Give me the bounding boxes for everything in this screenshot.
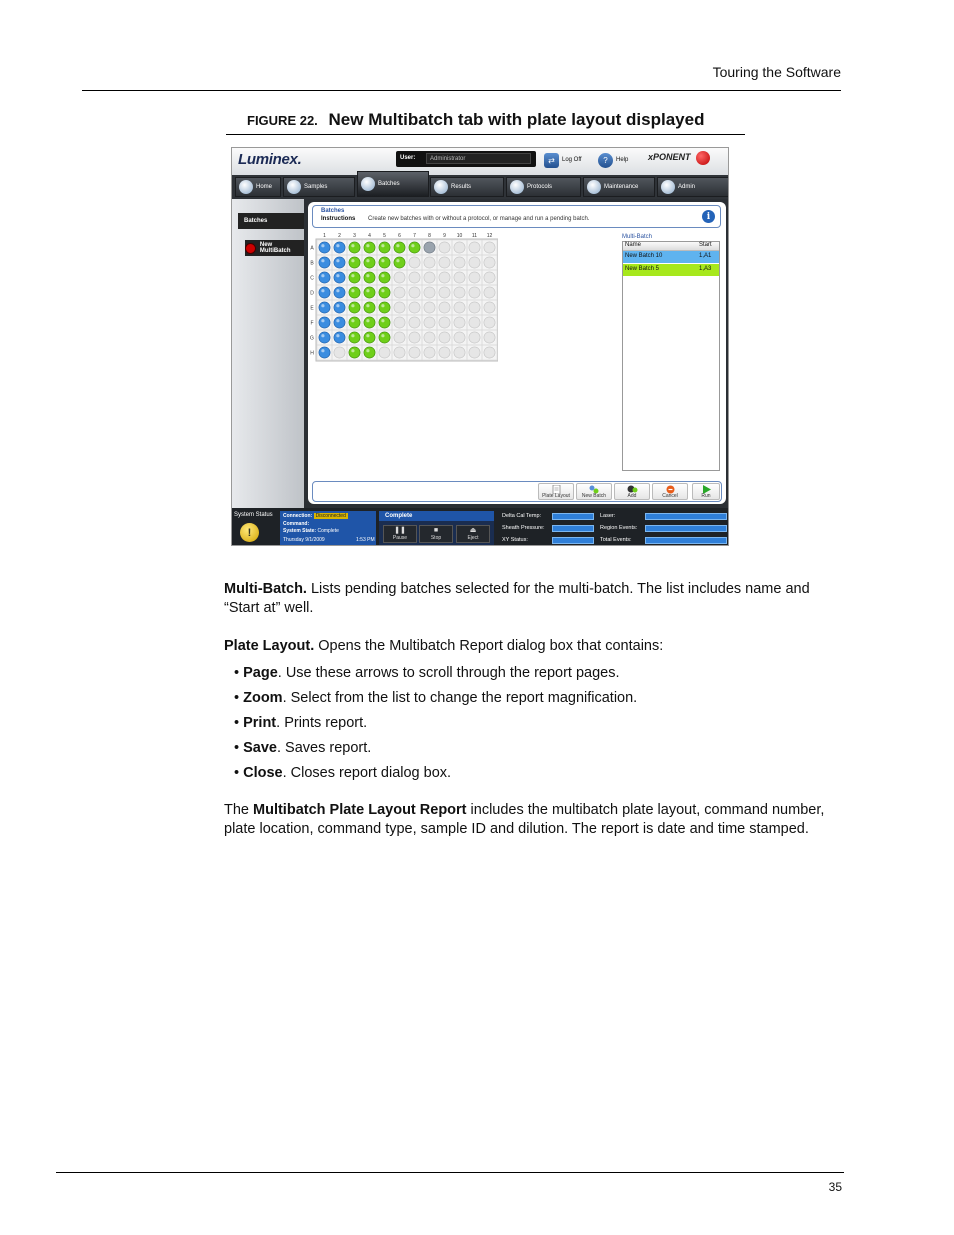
samples-icon: [287, 180, 301, 194]
plate-column-label: 9: [443, 233, 446, 239]
plate-well[interactable]: [424, 302, 435, 313]
plate-well[interactable]: [379, 242, 390, 253]
eject-label: Eject: [467, 535, 479, 541]
plate-column-label: 1: [323, 233, 326, 239]
well-highlight: [351, 319, 354, 322]
user-label: User:: [400, 155, 416, 161]
software-screenshot: [231, 147, 729, 546]
active-dot-icon: [245, 243, 256, 254]
plate-well[interactable]: [439, 287, 450, 298]
well-highlight: [321, 319, 324, 322]
system-state-label: System State:: [283, 528, 317, 534]
plate-column-label: 11: [471, 233, 478, 239]
term-plate-layout: Plate Layout.: [224, 638, 315, 654]
plate-well[interactable]: [334, 332, 345, 343]
sheath-pressure-label: Sheath Pressure:: [502, 525, 545, 531]
plate-well[interactable]: [484, 287, 495, 298]
figure-caption: [247, 110, 704, 130]
system-state-value: Complete: [317, 528, 339, 534]
tab-results[interactable]: [430, 177, 504, 197]
nav-batches[interactable]: Batches: [238, 213, 304, 229]
header-rule: [82, 90, 841, 91]
plate-well[interactable]: [439, 302, 450, 313]
well-highlight: [336, 304, 339, 307]
eject-icon: ⏏: [469, 527, 477, 534]
plate-well[interactable]: [394, 272, 405, 283]
plate-well[interactable]: [364, 242, 375, 253]
plate-well[interactable]: [394, 257, 405, 268]
plate-well[interactable]: [394, 347, 405, 358]
plate-well[interactable]: [454, 242, 465, 253]
plate-well[interactable]: [409, 347, 420, 358]
plate-well[interactable]: [424, 317, 435, 328]
tab-bar: [232, 175, 729, 199]
plate-well[interactable]: [364, 317, 375, 328]
plate-well[interactable]: [349, 242, 360, 253]
page-number: 35: [828, 1180, 842, 1194]
tab-label: Home: [256, 184, 273, 190]
well-highlight: [396, 259, 399, 262]
main-area: [304, 199, 729, 508]
user-value: Administrator: [426, 153, 531, 164]
warning-icon[interactable]: !: [240, 523, 259, 542]
bullet-term: Save: [243, 740, 277, 756]
bullet-term: Print: [243, 715, 277, 731]
tab-home[interactable]: [235, 177, 281, 197]
plate-well[interactable]: [439, 317, 450, 328]
well-highlight: [381, 319, 384, 322]
bullet-item: • Print. Prints report.: [234, 715, 368, 731]
figure-rule: [226, 134, 745, 135]
bullet-text: . Saves report.: [276, 740, 372, 756]
plate-well[interactable]: [454, 347, 465, 358]
well-highlight: [366, 244, 369, 247]
status-date: Thursday 9/1/2009: [283, 537, 325, 543]
well-highlight: [351, 244, 354, 247]
plate-well[interactable]: [319, 317, 330, 328]
logoff-label: Log Off: [562, 157, 582, 163]
plate-well[interactable]: [364, 302, 375, 313]
well-highlight: [321, 289, 324, 292]
plate-row-label: C: [310, 275, 314, 282]
laser-bar: [645, 513, 727, 520]
plate-column-label: 12: [486, 233, 493, 239]
plate-well[interactable]: [379, 272, 390, 283]
plate-row-label: F: [310, 320, 314, 327]
well-highlight: [381, 274, 384, 277]
plate-well[interactable]: [469, 317, 480, 328]
plate-well[interactable]: [349, 272, 360, 283]
help-icon: ?: [598, 153, 613, 168]
new-batch-button[interactable]: [576, 483, 612, 500]
paragraph-report: [224, 801, 849, 839]
bullet-term: Page: [243, 665, 278, 681]
plate-well[interactable]: [319, 302, 330, 313]
stop-icon: ■: [433, 527, 439, 534]
col-start-header: Start: [699, 242, 712, 248]
plate-well[interactable]: [364, 347, 375, 358]
plate-well[interactable]: [469, 242, 480, 253]
plate-well[interactable]: [364, 272, 375, 283]
term-multibatch: Multi-Batch.: [224, 581, 307, 597]
plate-layout: [308, 229, 498, 389]
plate-well[interactable]: [364, 332, 375, 343]
bullet-text: . Closes report dialog box.: [282, 765, 452, 781]
plate-well[interactable]: [409, 257, 420, 268]
user-box: [396, 151, 536, 167]
paragraph-plate-layout: [224, 637, 849, 656]
tab-batches[interactable]: [357, 171, 429, 197]
help-button[interactable]: [598, 152, 628, 168]
well-highlight: [336, 334, 339, 337]
plate-layout-label: Plate Layout: [542, 493, 570, 499]
tab-label: Protocols: [527, 184, 553, 190]
nav-new-multibatch[interactable]: [245, 240, 304, 256]
plate-well[interactable]: [409, 317, 420, 328]
plate-well[interactable]: [319, 242, 330, 253]
well-highlight: [366, 334, 369, 337]
plate-well[interactable]: [454, 257, 465, 268]
region-events-label: Region Events:: [600, 525, 638, 531]
plate-well[interactable]: [469, 302, 480, 313]
plate-well[interactable]: [454, 302, 465, 313]
plate-well[interactable]: [409, 287, 420, 298]
pause-label: Pause: [392, 535, 408, 541]
multibatch-header: [623, 242, 719, 251]
batches-title: Batches: [321, 208, 345, 214]
protocols-icon: [510, 180, 524, 194]
bullet-text: . Use these arrows to scroll through the report pages.: [277, 665, 620, 681]
col-name-header: Name: [625, 242, 642, 248]
well-highlight: [396, 244, 399, 247]
well-highlight: [321, 259, 324, 262]
paragraph-multibatch: [224, 580, 849, 618]
plate-row-label: D: [310, 290, 314, 297]
well-highlight: [411, 244, 414, 247]
plate-column-label: 6: [398, 233, 401, 239]
plate-well[interactable]: [349, 332, 360, 343]
xy-status-label: XY Status:: [502, 537, 528, 543]
laser-label: Laser:: [600, 513, 616, 519]
plate-well[interactable]: [409, 272, 420, 283]
well-highlight: [321, 244, 324, 247]
stop-button[interactable]: [419, 525, 453, 543]
bullet-text: . Select from the list to change the report magnification.: [282, 690, 638, 706]
connection-panel: [280, 511, 376, 545]
luminex-logo: Luminex.: [238, 151, 302, 168]
tab-protocols[interactable]: [506, 177, 581, 197]
plate-well[interactable]: [364, 287, 375, 298]
cancel-button[interactable]: [652, 483, 688, 500]
pause-button[interactable]: [383, 525, 417, 543]
home-icon: [239, 180, 253, 194]
add-button[interactable]: [614, 483, 650, 500]
plate-well[interactable]: [454, 272, 465, 283]
tab-maintenance[interactable]: [583, 177, 655, 197]
plate-well[interactable]: [319, 332, 330, 343]
status-light-icon: [696, 151, 710, 165]
batch-start: 1,A3: [699, 266, 712, 272]
well-highlight: [321, 334, 324, 337]
plate-well[interactable]: [484, 242, 495, 253]
well-highlight: [351, 274, 354, 277]
tab-label: Samples: [304, 184, 328, 190]
multibatch-list: [622, 241, 720, 471]
bullet-term: Close: [243, 765, 283, 781]
plate-well[interactable]: [364, 257, 375, 268]
bullet-item: • Close. Closes report dialog box.: [234, 765, 452, 781]
plate-well[interactable]: [334, 287, 345, 298]
admin-icon: [661, 180, 675, 194]
plate-well[interactable]: [394, 302, 405, 313]
well-highlight: [351, 334, 354, 337]
plate-well[interactable]: [379, 302, 390, 313]
bullet-item: • Zoom. Select from the list to change the report magnification.: [234, 690, 638, 706]
desc-report: includes the multibatch plate layout, command number, plate location, command type, sample ID and dilution. The report is date and time stamped.: [224, 802, 825, 837]
plate-row-label: A: [310, 245, 314, 252]
plate-column-label: 3: [353, 233, 356, 239]
stop-label: Stop: [430, 535, 442, 541]
well-highlight: [366, 289, 369, 292]
plate-well[interactable]: [469, 332, 480, 343]
plate-row-label: E: [310, 305, 314, 312]
cancel-label: Cancel: [662, 493, 678, 499]
plate-row-label: G: [310, 335, 314, 342]
well-highlight: [381, 244, 384, 247]
bullet-term: Zoom: [243, 690, 283, 706]
well-highlight: [366, 304, 369, 307]
batch-name: New Batch 10: [625, 253, 663, 259]
batch-name: New Batch 5: [625, 266, 660, 272]
logoff-icon: ⇄: [544, 153, 559, 168]
well-highlight: [381, 334, 384, 337]
plate-column-label: 5: [383, 233, 386, 239]
plate-well[interactable]: [454, 332, 465, 343]
plate-well[interactable]: [334, 317, 345, 328]
plate-well[interactable]: [439, 332, 450, 343]
desc-plate-layout: Opens the Multibatch Report dialog box that contains:: [314, 638, 664, 654]
plate-well[interactable]: [484, 272, 495, 283]
well-highlight: [351, 349, 354, 352]
info-icon[interactable]: i: [702, 210, 715, 223]
plate-well[interactable]: [469, 272, 480, 283]
plate-well[interactable]: [319, 272, 330, 283]
tab-admin[interactable]: [657, 177, 729, 197]
tab-label: Maintenance: [604, 184, 639, 190]
plate-well[interactable]: [394, 242, 405, 253]
plate-column-label: 8: [428, 233, 431, 239]
plate-well[interactable]: [334, 272, 345, 283]
well-highlight: [321, 349, 324, 352]
plate-well[interactable]: [334, 242, 345, 253]
plate-well[interactable]: [424, 332, 435, 343]
plate-well[interactable]: [379, 287, 390, 298]
plate-row-label: H: [310, 350, 314, 357]
multibatch-row[interactable]: [623, 251, 719, 264]
xy-status-bar: [552, 537, 594, 544]
instructions-text: Create new batches with or without a protocol, or manage and run a pending batch.: [368, 216, 590, 222]
well-highlight: [336, 319, 339, 322]
plate-column-label: 10: [456, 233, 463, 239]
instructions-label: Instructions: [321, 216, 356, 222]
plate-well[interactable]: [379, 257, 390, 268]
tab-label: Results: [451, 184, 472, 190]
plate-well[interactable]: [484, 302, 495, 313]
well-highlight: [336, 244, 339, 247]
content-panel: [308, 202, 726, 504]
plate-well[interactable]: [394, 287, 405, 298]
plate-well[interactable]: [424, 242, 435, 253]
xponent-logo: xPONENT: [648, 152, 691, 162]
plate-well[interactable]: [439, 242, 450, 253]
plate-well[interactable]: [469, 347, 480, 358]
pause-icon: ❚❚: [394, 527, 406, 534]
well-highlight: [351, 259, 354, 262]
plate-well[interactable]: [454, 317, 465, 328]
plate-column-label: 7: [413, 233, 416, 239]
figure-number: FIGURE 22.: [247, 113, 318, 128]
well-highlight: [366, 259, 369, 262]
well-highlight: [366, 319, 369, 322]
well-highlight: [336, 259, 339, 262]
plate-well[interactable]: [349, 257, 360, 268]
nav-new-multibatch-label: New MultiBatch: [259, 242, 291, 254]
plate-well[interactable]: [424, 287, 435, 298]
bullet-item: • Page. Use these arrows to scroll through the report pages.: [234, 665, 620, 681]
plate-well[interactable]: [424, 257, 435, 268]
well-highlight: [351, 289, 354, 292]
batch-start: 1,A1: [699, 253, 712, 259]
delta-cal-temp-label: Delta Cal Temp:: [502, 513, 542, 519]
command-label: Command:: [283, 521, 310, 527]
plate-well[interactable]: [484, 347, 495, 358]
plate-well[interactable]: [409, 332, 420, 343]
multibatch-title: Multi-Batch: [622, 234, 653, 240]
plate-well[interactable]: [349, 347, 360, 358]
left-nav: [232, 199, 304, 508]
tab-label: Batches: [378, 181, 400, 187]
plate-column-label: 4: [368, 233, 371, 239]
bullet-item: • Save. Saves report.: [234, 740, 372, 756]
plate-well[interactable]: [334, 302, 345, 313]
connection-value: Disconnected: [315, 513, 346, 519]
report-intro: The: [224, 802, 254, 818]
add-label: Add: [627, 493, 637, 499]
plate-well[interactable]: [319, 257, 330, 268]
plate-well[interactable]: [469, 287, 480, 298]
eject-button[interactable]: [456, 525, 490, 543]
connection-label: Connection:: [283, 513, 313, 519]
tab-label: Admin: [678, 184, 696, 190]
region-events-bar: [645, 525, 727, 532]
well-highlight: [351, 304, 354, 307]
system-status-label: System Status: [234, 512, 273, 518]
plate-well[interactable]: [424, 272, 435, 283]
well-highlight: [321, 304, 324, 307]
plate-column-label: 2: [338, 233, 341, 239]
plate-well[interactable]: [409, 242, 420, 253]
plate-well[interactable]: [439, 257, 450, 268]
plate-well[interactable]: [484, 257, 495, 268]
well-highlight: [366, 274, 369, 277]
bullet-text: . Prints report.: [276, 715, 368, 731]
multibatch-row[interactable]: [623, 264, 719, 277]
plate-well[interactable]: [469, 257, 480, 268]
well-highlight: [381, 304, 384, 307]
progress-label: Complete: [379, 511, 494, 521]
command-bar: [312, 481, 722, 502]
plate-well[interactable]: [319, 287, 330, 298]
new-batch-label: New Batch: [581, 493, 607, 499]
desc-multibatch: Lists pending batches selected for the multi-batch. The list includes name and “Start at” well.: [224, 581, 810, 616]
running-header: Touring the Software: [712, 64, 841, 80]
help-label: Help: [616, 157, 629, 163]
total-events-bar: [645, 537, 727, 544]
well-highlight: [321, 274, 324, 277]
plate-well[interactable]: [484, 332, 495, 343]
logoff-button[interactable]: [544, 152, 582, 168]
plate-well[interactable]: [439, 347, 450, 358]
run-label: Run: [701, 493, 711, 499]
status-time: 1:53 PM: [356, 537, 375, 543]
plate-layout-button[interactable]: [538, 483, 574, 500]
plate-well[interactable]: [334, 347, 345, 358]
sheath-pressure-bar: [552, 525, 594, 532]
run-button[interactable]: [692, 483, 720, 500]
footer-rule: [56, 1172, 844, 1173]
progress-panel: [379, 511, 494, 545]
maintenance-icon: [587, 180, 601, 194]
top-bar: [232, 148, 729, 175]
plate-well[interactable]: [379, 317, 390, 328]
plate-well[interactable]: [379, 347, 390, 358]
delta-cal-temp-bar: [552, 513, 594, 520]
batches-icon: [361, 177, 375, 191]
plate-well[interactable]: [454, 287, 465, 298]
plate-well[interactable]: [484, 317, 495, 328]
plate-well[interactable]: [439, 272, 450, 283]
total-events-label: Total Events:: [600, 537, 632, 543]
figure-title: New Multibatch tab with plate layout displayed: [328, 110, 705, 129]
plate-well[interactable]: [349, 317, 360, 328]
plate-well[interactable]: [334, 257, 345, 268]
results-icon: [434, 180, 448, 194]
well-highlight: [381, 259, 384, 262]
plate-well[interactable]: [349, 287, 360, 298]
tab-samples[interactable]: [283, 177, 355, 197]
well-highlight: [336, 274, 339, 277]
batches-header: [312, 205, 721, 228]
plate-well[interactable]: [349, 302, 360, 313]
term-report: Multibatch Plate Layout Report: [253, 802, 467, 818]
plate-well[interactable]: [379, 332, 390, 343]
plate-well[interactable]: [394, 317, 405, 328]
plate-well[interactable]: [319, 347, 330, 358]
plate-row-label: B: [310, 260, 314, 267]
plate-well[interactable]: [424, 347, 435, 358]
plate-well[interactable]: [394, 332, 405, 343]
system-status-bar: [232, 508, 729, 546]
well-highlight: [336, 289, 339, 292]
well-highlight: [381, 289, 384, 292]
plate-well[interactable]: [409, 302, 420, 313]
well-highlight: [366, 349, 369, 352]
